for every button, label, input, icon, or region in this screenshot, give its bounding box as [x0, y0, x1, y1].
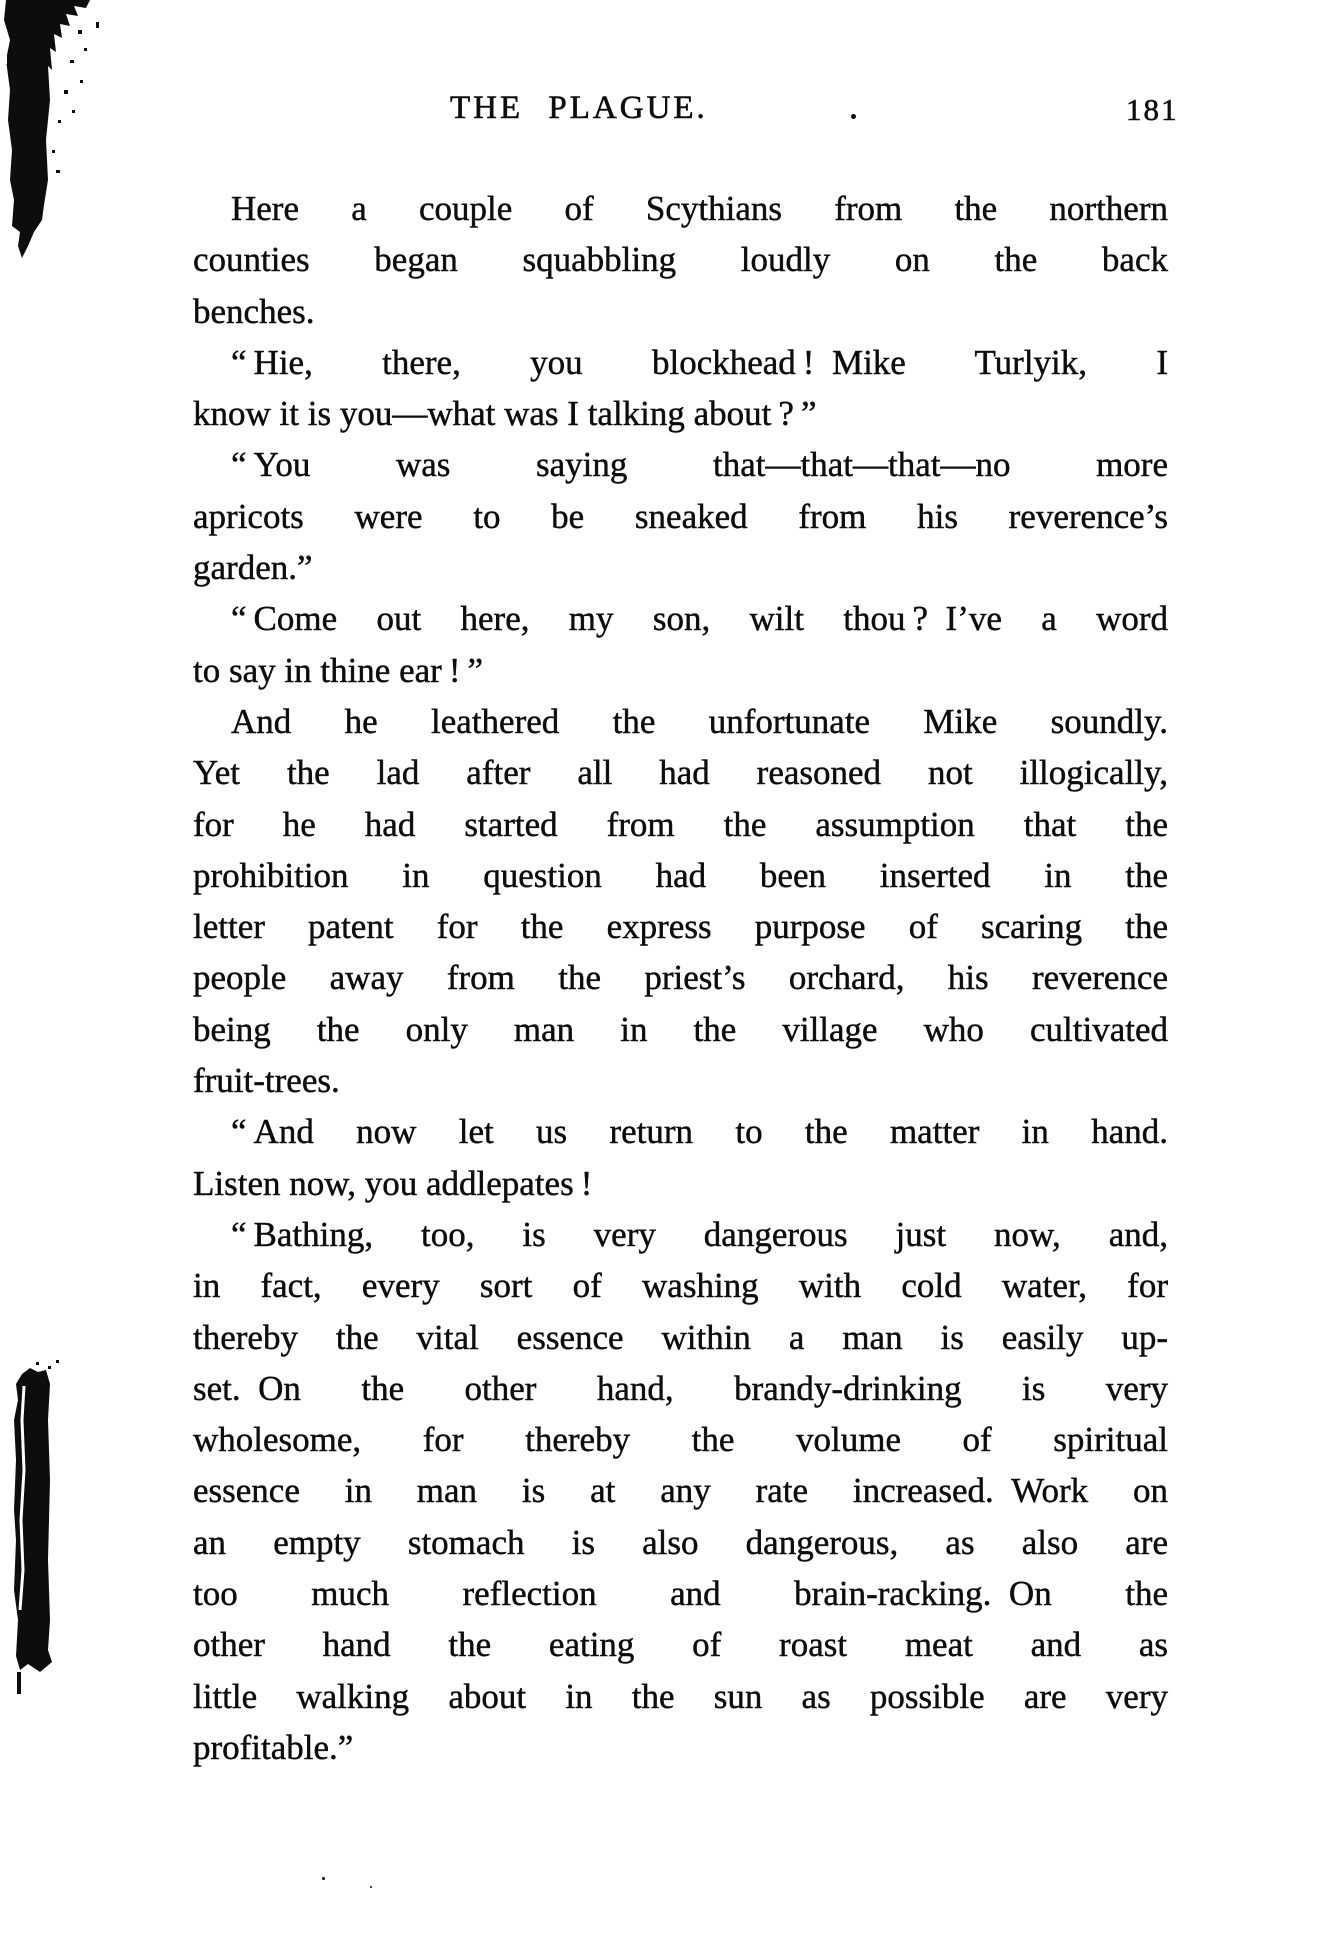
- text-line: benches.: [193, 291, 315, 331]
- text-line: thereby the vital essence within a man is easily up-: [193, 1317, 1168, 1357]
- text-line: essence in man is at any rate increased. Work on: [193, 1471, 1168, 1511]
- ink-blot-top-left-icon: [0, 0, 100, 270]
- text-line: Yet the lad after all had reasoned not illogically,: [193, 753, 1168, 793]
- page-title: THE PLAGUE.: [450, 90, 708, 126]
- text-line: apricots were to be sneaked from his reverence’s: [193, 496, 1168, 536]
- text-line: an empty stomach is also dangerous, as also are: [193, 1522, 1168, 1562]
- text-line: profitable.”: [193, 1727, 354, 1767]
- ink-blot-bottom-left-icon: [0, 1360, 70, 1700]
- text-line: for he had started from the assumption that the: [193, 804, 1168, 844]
- text-line: to say in thine ear ! ”: [193, 650, 484, 690]
- text-line: “ And now let us return to the matter in hand.: [231, 1112, 1168, 1152]
- text-line: fruit-trees.: [193, 1061, 340, 1101]
- ink-speck: [322, 1877, 325, 1880]
- ink-speck: [370, 1886, 372, 1888]
- text-line: prohibition in question had been inserted in the: [193, 855, 1168, 895]
- text-line: being the only man in the village who cultivated: [193, 1009, 1168, 1049]
- text-line: “ You was saying that—that—that—no more: [231, 445, 1168, 485]
- text-line: letter patent for the express purpose of scaring the: [193, 907, 1168, 947]
- text-line: Here a couple of Scythians from the northern: [231, 189, 1168, 228]
- text-line: in fact, every sort of washing with cold water, for: [193, 1266, 1168, 1306]
- text-line: know it is you—what was I talking about ? ”: [193, 394, 817, 434]
- page-number: 181: [1126, 92, 1179, 127]
- text-line: wholesome, for thereby the volume of spiritual: [193, 1420, 1168, 1460]
- ink-speck: [851, 114, 856, 119]
- text-line: counties began squabbling loudly on the back: [193, 240, 1168, 280]
- text-line: other hand the eating of roast meat and as: [193, 1625, 1168, 1665]
- text-line: set. On the other hand, brandy-drinking is very: [193, 1368, 1168, 1408]
- text-line: Listen now, you addlepates !: [193, 1163, 593, 1203]
- text-line: “ Bathing, too, is very dangerous just now, and,: [231, 1214, 1168, 1254]
- text-line: little walking about in the sun as possible are very: [193, 1676, 1168, 1716]
- text-line: too much reflection and brain-racking. On the: [193, 1574, 1168, 1614]
- text-line: garden.”: [193, 548, 313, 588]
- text-line: people away from the priest’s orchard, his reverence: [193, 958, 1168, 998]
- text-line: “ Come out here, my son, wilt thou ? I’ve a word: [231, 599, 1168, 639]
- text-line: “ Hie, there, you blockhead ! Mike Turlyik, I: [231, 342, 1168, 382]
- text-block: [193, 183, 1168, 1773]
- text-line: And he leathered the unfortunate Mike soundly.: [231, 701, 1168, 741]
